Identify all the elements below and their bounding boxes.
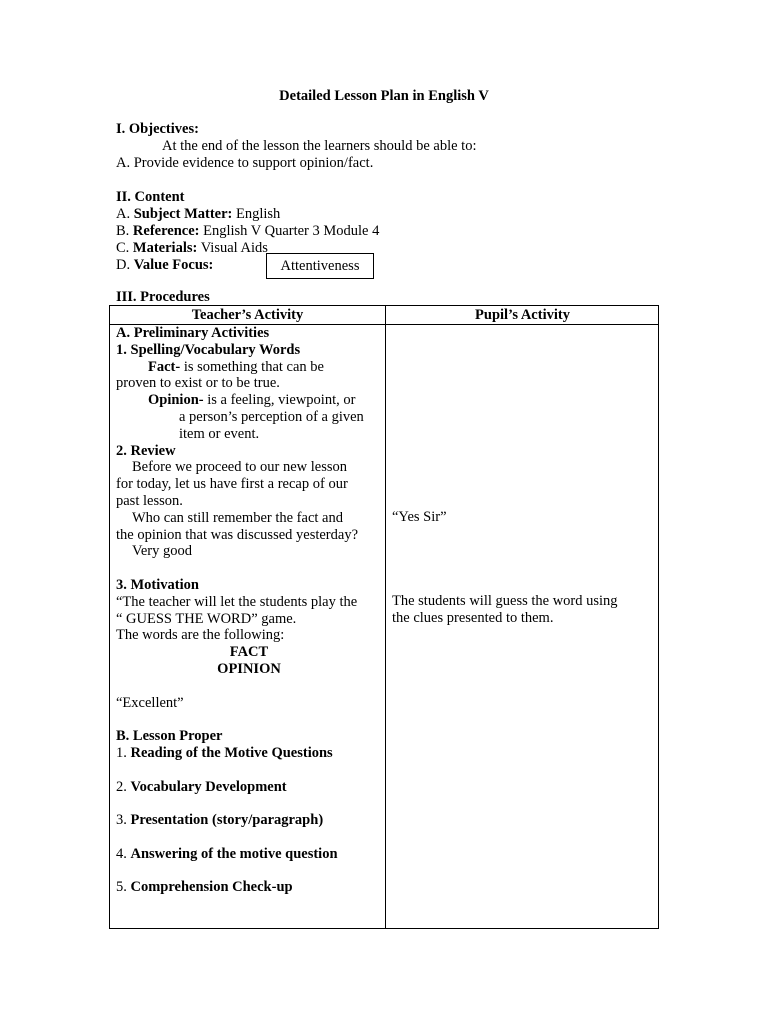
- review-text-4: Who can still remember the fact and: [132, 509, 343, 526]
- reference-value: English V Quarter 3 Module 4: [199, 223, 380, 239]
- fact-definition: Fact- is something that can be: [148, 358, 324, 375]
- objectives-section: [116, 121, 676, 172]
- review-text-2: for today, let us have first a recap of our: [116, 476, 348, 493]
- word-fact: FACT: [229, 644, 269, 661]
- review-text-5: the opinion that was discussed yesterday?: [116, 526, 359, 543]
- lesson-step-1: 1. Reading of the Motive Questions: [116, 744, 333, 761]
- pupil-activity-header: Pupil’s Activity: [475, 307, 570, 323]
- value-focus-label: Value Focus:: [133, 257, 214, 273]
- procedures-table: [109, 305, 659, 929]
- opinion-definition: Opinion- is a feeling, viewpoint, or: [148, 392, 356, 409]
- guess-text-2: the clues presented to them.: [392, 609, 554, 626]
- content-heading: II. Content: [116, 189, 185, 205]
- motivation-heading: 3. Motivation: [116, 576, 199, 593]
- word-opinion: OPINION: [217, 660, 281, 677]
- opinion-definition-cont1: a person’s perception of a given: [179, 408, 364, 425]
- yes-sir-text: “Yes Sir”: [392, 509, 447, 525]
- subject-matter-value: English: [232, 206, 281, 222]
- opinion-definition-cont2: item or event.: [179, 425, 260, 442]
- materials-label: Materials:: [132, 240, 198, 256]
- lesson-step-4: 4. Answering of the motive question: [116, 845, 338, 862]
- review-text-1: Before we proceed to our new lesson: [132, 459, 348, 476]
- materials-value: Visual Aids: [197, 240, 268, 256]
- subject-matter-label: Subject Matter:: [133, 206, 233, 222]
- guess-text-1: The students will guess the word using: [392, 593, 618, 609]
- pupil-response-yes-sir: [392, 509, 654, 526]
- content-materials: C. Materials: Visual Aids: [116, 240, 268, 256]
- motivation-text-1: “The teacher will let the students play the: [116, 593, 358, 610]
- pupil-response-guess: [392, 593, 654, 627]
- procedures-heading-wrap: [116, 289, 676, 306]
- review-heading: 2. Review: [116, 442, 176, 459]
- fact-term: Fact-: [148, 358, 181, 375]
- teacher-activity-header: Teacher’s Activity: [191, 307, 304, 323]
- procedures-heading: III. Procedures: [116, 289, 210, 305]
- page-title: Detailed Lesson Plan in English V: [279, 88, 489, 104]
- lesson-step-5: 5. Comprehension Check-up: [116, 879, 293, 896]
- motivation-text-2: “ GUESS THE WORD” game.: [116, 610, 297, 627]
- fact-definition-cont: proven to exist or to be true.: [116, 375, 280, 392]
- opinion-term: Opinion-: [148, 392, 204, 409]
- content-value-focus: D. Value Focus:: [116, 257, 214, 273]
- review-text-3: past lesson.: [116, 492, 183, 509]
- content-subject-matter: A. Subject Matter: English: [116, 206, 281, 222]
- objectives-heading: I. Objectives:: [116, 121, 199, 137]
- column-divider: [385, 306, 386, 928]
- lesson-proper-heading: B. Lesson Proper: [116, 728, 223, 745]
- teacher-activity-column: [116, 325, 382, 896]
- preliminary-activities-heading: A. Preliminary Activities: [116, 325, 270, 341]
- lesson-step-2: 2. Vocabulary Development: [116, 778, 287, 795]
- objectives-intro: At the end of the lesson the learners should be able to:: [162, 138, 477, 154]
- value-focus-box: Attentiveness: [266, 253, 374, 279]
- spelling-heading: 1. Spelling/Vocabulary Words: [116, 341, 301, 358]
- lesson-step-3: 3. Presentation (story/paragraph): [116, 812, 324, 829]
- motivation-text-3: The words are the following:: [116, 627, 285, 644]
- review-text-6: Very good: [132, 543, 193, 560]
- excellent-text: “Excellent”: [116, 694, 184, 711]
- content-reference: B. Reference: English V Quarter 3 Module 4: [116, 223, 380, 239]
- reference-label: Reference:: [132, 223, 200, 239]
- objective-a: A. Provide evidence to support opinion/fact.: [116, 155, 374, 171]
- content-section: [116, 189, 676, 274]
